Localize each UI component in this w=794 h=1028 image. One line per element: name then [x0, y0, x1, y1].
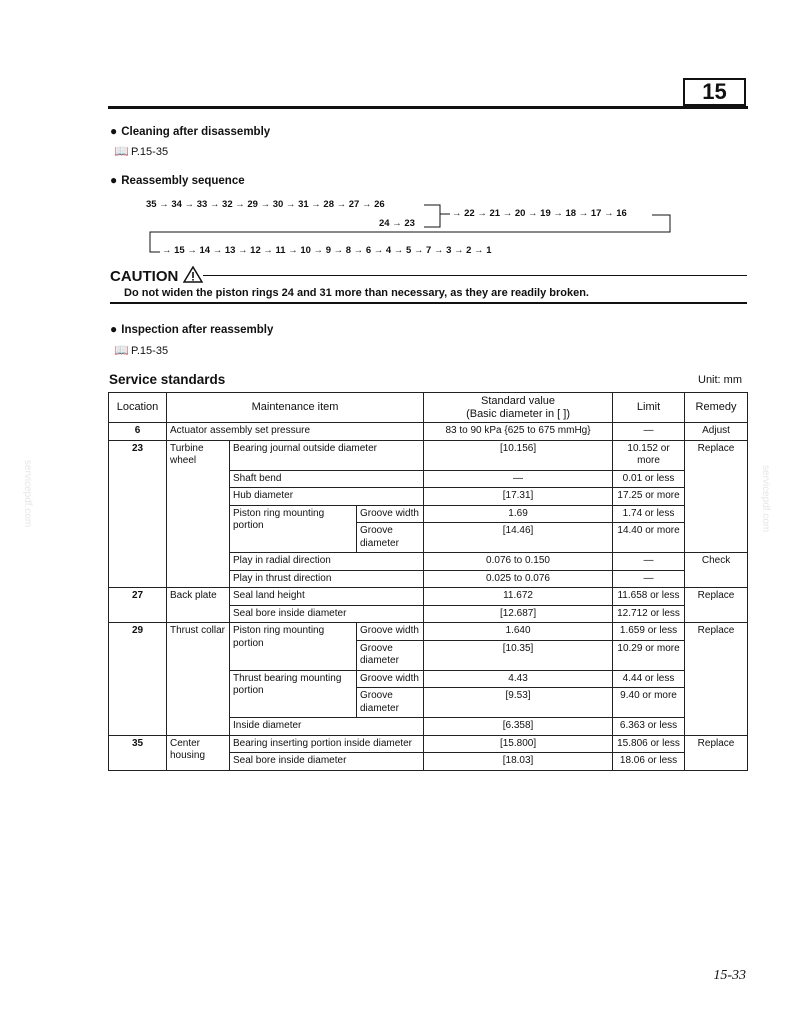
limit-cell: 4.44 or less	[613, 670, 685, 688]
item-cell: Seal bore inside diameter	[230, 753, 424, 771]
standard-cell: [10.156]	[424, 440, 613, 470]
location-cell: 35	[109, 735, 167, 770]
location-cell: 29	[109, 623, 167, 736]
manual-book-icon: 📖	[114, 343, 129, 357]
table-row	[109, 423, 748, 441]
watermark-left: servicepdf.com	[22, 460, 33, 528]
limit-cell: —	[613, 570, 685, 588]
limit-cell: 10.152 or more	[613, 440, 685, 470]
part-cell: Center housing	[167, 735, 230, 770]
limit-cell: 18.06 or less	[613, 753, 685, 771]
sequence-line-2: 24 → 23	[379, 218, 415, 229]
item-cell: Shaft bend	[230, 470, 424, 488]
limit-cell: 11.658 or less	[613, 588, 685, 606]
part-cell: Turbine wheel	[167, 440, 230, 588]
limit-cell: 15.806 or less	[613, 735, 685, 753]
location-cell: 23	[109, 440, 167, 588]
header-remedy: Remedy	[685, 393, 748, 423]
standard-cell: 1.640	[424, 623, 613, 641]
standard-cell: 11.672	[424, 588, 613, 606]
standard-cell: 0.025 to 0.076	[424, 570, 613, 588]
remedy-cell: Replace	[685, 623, 748, 736]
table-header-row	[109, 393, 748, 423]
page-number-footer: 15-33	[713, 968, 746, 983]
sequence-line-1: 35 → 34 → 33 → 32 → 29 → 30 → 31 → 28 → 27 → 26	[146, 199, 385, 210]
header-standard-value	[424, 393, 613, 423]
sub-item-cell: Groove diameter	[357, 688, 424, 718]
remedy-cell: Replace	[685, 440, 748, 553]
limit-cell: 6.363 or less	[613, 718, 685, 736]
standard-cell: [10.35]	[424, 640, 613, 670]
unit-label: Unit: mm	[698, 374, 742, 386]
header-limit: Limit	[613, 393, 685, 423]
inspection-heading: ● Inspection after reassembly	[110, 322, 273, 336]
sub-item-cell: Groove width	[357, 623, 424, 641]
sequence-line-right: → 22 → 21 → 20 → 19 → 18 → 17 → 16	[452, 208, 627, 219]
limit-cell: 17.25 or more	[613, 488, 685, 506]
remedy-cell: Replace	[685, 588, 748, 623]
location-cell: 27	[109, 588, 167, 623]
item-cell: Hub diameter	[230, 488, 424, 506]
header-location: Location	[109, 393, 167, 423]
service-standards-table	[108, 392, 748, 771]
location-cell: 6	[109, 423, 167, 441]
item-cell: Play in thrust direction	[230, 570, 424, 588]
limit-cell: —	[613, 553, 685, 571]
service-standards-title: Service standards	[109, 372, 226, 387]
page-number-box: 15	[683, 78, 746, 106]
standard-cell: [6.358]	[424, 718, 613, 736]
item-cell: Actuator assembly set pressure	[167, 423, 424, 441]
item-cell: Bearing inserting portion inside diameter	[230, 735, 424, 753]
header-standard-line-2: (Basic diameter in [ ])	[466, 407, 570, 420]
manual-book-icon: 📖	[114, 144, 129, 158]
caution-rule	[203, 275, 747, 276]
part-cell: Back plate	[167, 588, 230, 623]
remedy-cell: Replace	[685, 735, 748, 770]
standard-cell: 83 to 90 kPa {625 to 675 mmHg}	[424, 423, 613, 441]
limit-cell: 10.29 or more	[613, 640, 685, 670]
sub-item-cell: Groove width	[357, 670, 424, 688]
inspection-ref-text: P.15-35	[130, 345, 169, 357]
caution-label: CAUTION	[110, 268, 179, 285]
cleaning-heading: ● Cleaning after disassembly	[110, 124, 270, 138]
standard-cell: [9.53]	[424, 688, 613, 718]
standard-cell: [17.31]	[424, 488, 613, 506]
item-cell: Seal land height	[230, 588, 424, 606]
item-cell: Piston ring mounting portion	[230, 623, 357, 671]
sub-item-cell: Groove diameter	[357, 640, 424, 670]
limit-cell: 9.40 or more	[613, 688, 685, 718]
remedy-cell: Check	[685, 553, 748, 588]
inspection-reference	[114, 343, 168, 357]
limit-cell: 0.01 or less	[613, 470, 685, 488]
item-cell: Seal bore inside diameter	[230, 605, 424, 623]
warning-triangle-icon	[183, 266, 203, 283]
item-cell: Inside diameter	[230, 718, 424, 736]
part-cell: Thrust collar	[167, 623, 230, 736]
limit-cell: 12.712 or less	[613, 605, 685, 623]
item-cell: Thrust bearing mounting portion	[230, 670, 357, 718]
sub-item-cell: Groove diameter	[357, 523, 424, 553]
header-standard-line-1: Standard value	[481, 395, 556, 407]
item-cell: Bearing journal outside diameter	[230, 440, 424, 470]
item-cell: Piston ring mounting portion	[230, 505, 357, 553]
standard-cell: [15.800]	[424, 735, 613, 753]
standard-cell: 4.43	[424, 670, 613, 688]
sequence-line-3: → 15 → 14 → 13 → 12 → 11 → 10 → 9 → 8 → 6 → 4 → 5 → 7 → 3 → 2 → 1	[162, 245, 492, 256]
table-row	[109, 440, 748, 470]
standard-cell: —	[424, 470, 613, 488]
standard-cell: 1.69	[424, 505, 613, 523]
standard-cell: [18.03]	[424, 753, 613, 771]
table-row	[109, 735, 748, 753]
caution-text: Do not widen the piston rings 24 and 31 more than necessary, as they are readily broken.	[124, 287, 589, 299]
limit-cell: 14.40 or more	[613, 523, 685, 553]
limit-cell: 1.659 or less	[613, 623, 685, 641]
caution-title	[110, 266, 203, 285]
table-row	[109, 623, 748, 641]
caution-bottom-rule	[110, 302, 747, 304]
limit-cell: 1.74 or less	[613, 505, 685, 523]
header-maintenance-item: Maintenance item	[167, 393, 424, 423]
sub-item-cell: Groove width	[357, 505, 424, 523]
standard-cell: 0.076 to 0.150	[424, 553, 613, 571]
cleaning-ref-text: P.15-35	[130, 146, 169, 158]
item-cell: Play in radial direction	[230, 553, 424, 571]
standard-cell: [14.46]	[424, 523, 613, 553]
reassembly-heading: ● Reassembly sequence	[110, 173, 245, 187]
remedy-cell: Adjust	[685, 423, 748, 441]
limit-cell: —	[613, 423, 685, 441]
table-row	[109, 588, 748, 606]
standard-cell: [12.687]	[424, 605, 613, 623]
watermark-right: servicepdf.com	[760, 465, 771, 533]
